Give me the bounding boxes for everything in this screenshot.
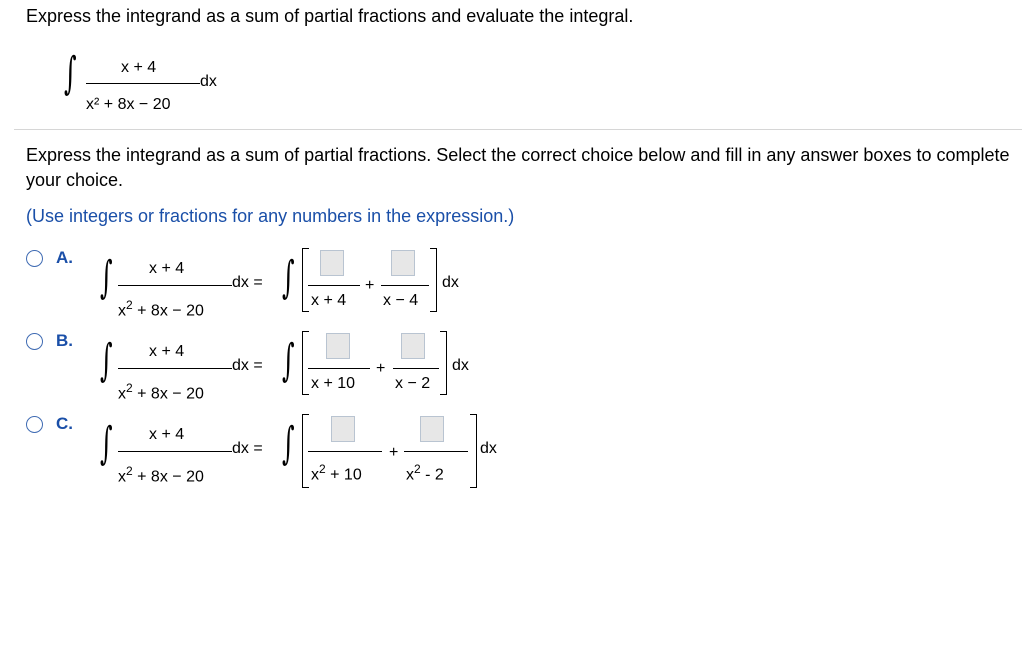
lhs-numerator: x + 4 [149,260,185,277]
fraction-bar [381,285,429,286]
right-bracket [430,248,437,312]
option-c-radio[interactable] [26,416,43,433]
integral-sign-icon: ∫ [64,48,77,99]
option-c-numerator-1-input[interactable] [331,416,355,442]
option-a-numerator-1-input[interactable] [320,250,344,276]
option-a-denominator-2: x − 4 [383,292,419,309]
lhs-denominator: $x^2 + 8x - 20$ [118,381,204,403]
option-a-label: A. [56,248,73,267]
option-b-dx: dx [452,357,469,374]
option-c-dx: dx [480,440,497,457]
fraction-bar [404,451,468,452]
option-c-label: C. [56,414,73,433]
lhs-fraction-bar [118,285,232,286]
left-bracket [302,248,309,312]
option-b-denominator-1: x + 10 [311,375,356,392]
integral-sign-icon: ∫ [100,252,113,303]
plus-sign: + [365,277,375,294]
option-b-label: B. [56,331,73,350]
question-denominator: x² + 8x − 20 [86,96,171,113]
lhs-fraction-bar [118,368,232,369]
instructions-text: Express the integrand as a sum of partial fractions. Select the correct choice below and fill in any answer boxes to complete your choice. [26,145,1010,190]
lhs-dx-equals: dx = [232,440,263,457]
integral-sign-icon: ∫ [282,252,295,303]
fraction-bar [308,285,360,286]
lhs-denominator: $x^2 + 8x - 20$ [118,298,204,320]
option-c-denominator-1: $x^2 + 10$ [311,462,362,484]
option-b-denominator-2: x − 2 [395,375,431,392]
question-numerator: x + 4 [121,59,157,76]
option-b-numerator-1-input[interactable] [326,333,350,359]
lhs-dx-equals: dx = [232,357,263,374]
integral-sign-icon: ∫ [100,418,113,469]
right-bracket [440,331,447,395]
lhs-dx-equals: dx = [232,274,263,291]
integral-sign-icon: ∫ [282,335,295,386]
option-c-numerator-2-input[interactable] [420,416,444,442]
right-bracket [470,414,477,488]
fraction-bar [393,368,439,369]
plus-sign: + [389,444,399,461]
fraction-bar [308,368,370,369]
question-text: Express the integrand as a sum of partial fractions and evaluate the integral. [26,6,634,26]
integral-sign-icon: ∫ [100,335,113,386]
option-a-denominator-1: x + 4 [311,292,347,309]
question-dx: dx [200,73,217,90]
lhs-fraction-bar [118,451,232,452]
question-fraction-bar [86,83,200,84]
option-b-radio[interactable] [26,333,43,350]
lhs-numerator: x + 4 [149,426,185,443]
option-a-radio[interactable] [26,250,43,267]
lhs-denominator: $x^2 + 8x - 20$ [118,464,204,486]
lhs-numerator: x + 4 [149,343,185,360]
hint-text: (Use integers or fractions for any numbers in the expression.) [26,206,515,226]
option-a-dx: dx [442,274,459,291]
option-a-numerator-2-input[interactable] [391,250,415,276]
integral-sign-icon: ∫ [282,418,295,469]
option-b-numerator-2-input[interactable] [401,333,425,359]
fraction-bar [308,451,382,452]
section-divider [14,129,1022,130]
plus-sign: + [376,360,386,377]
option-c-denominator-2: $x^2 - 2$ [406,462,444,484]
left-bracket [302,331,309,395]
